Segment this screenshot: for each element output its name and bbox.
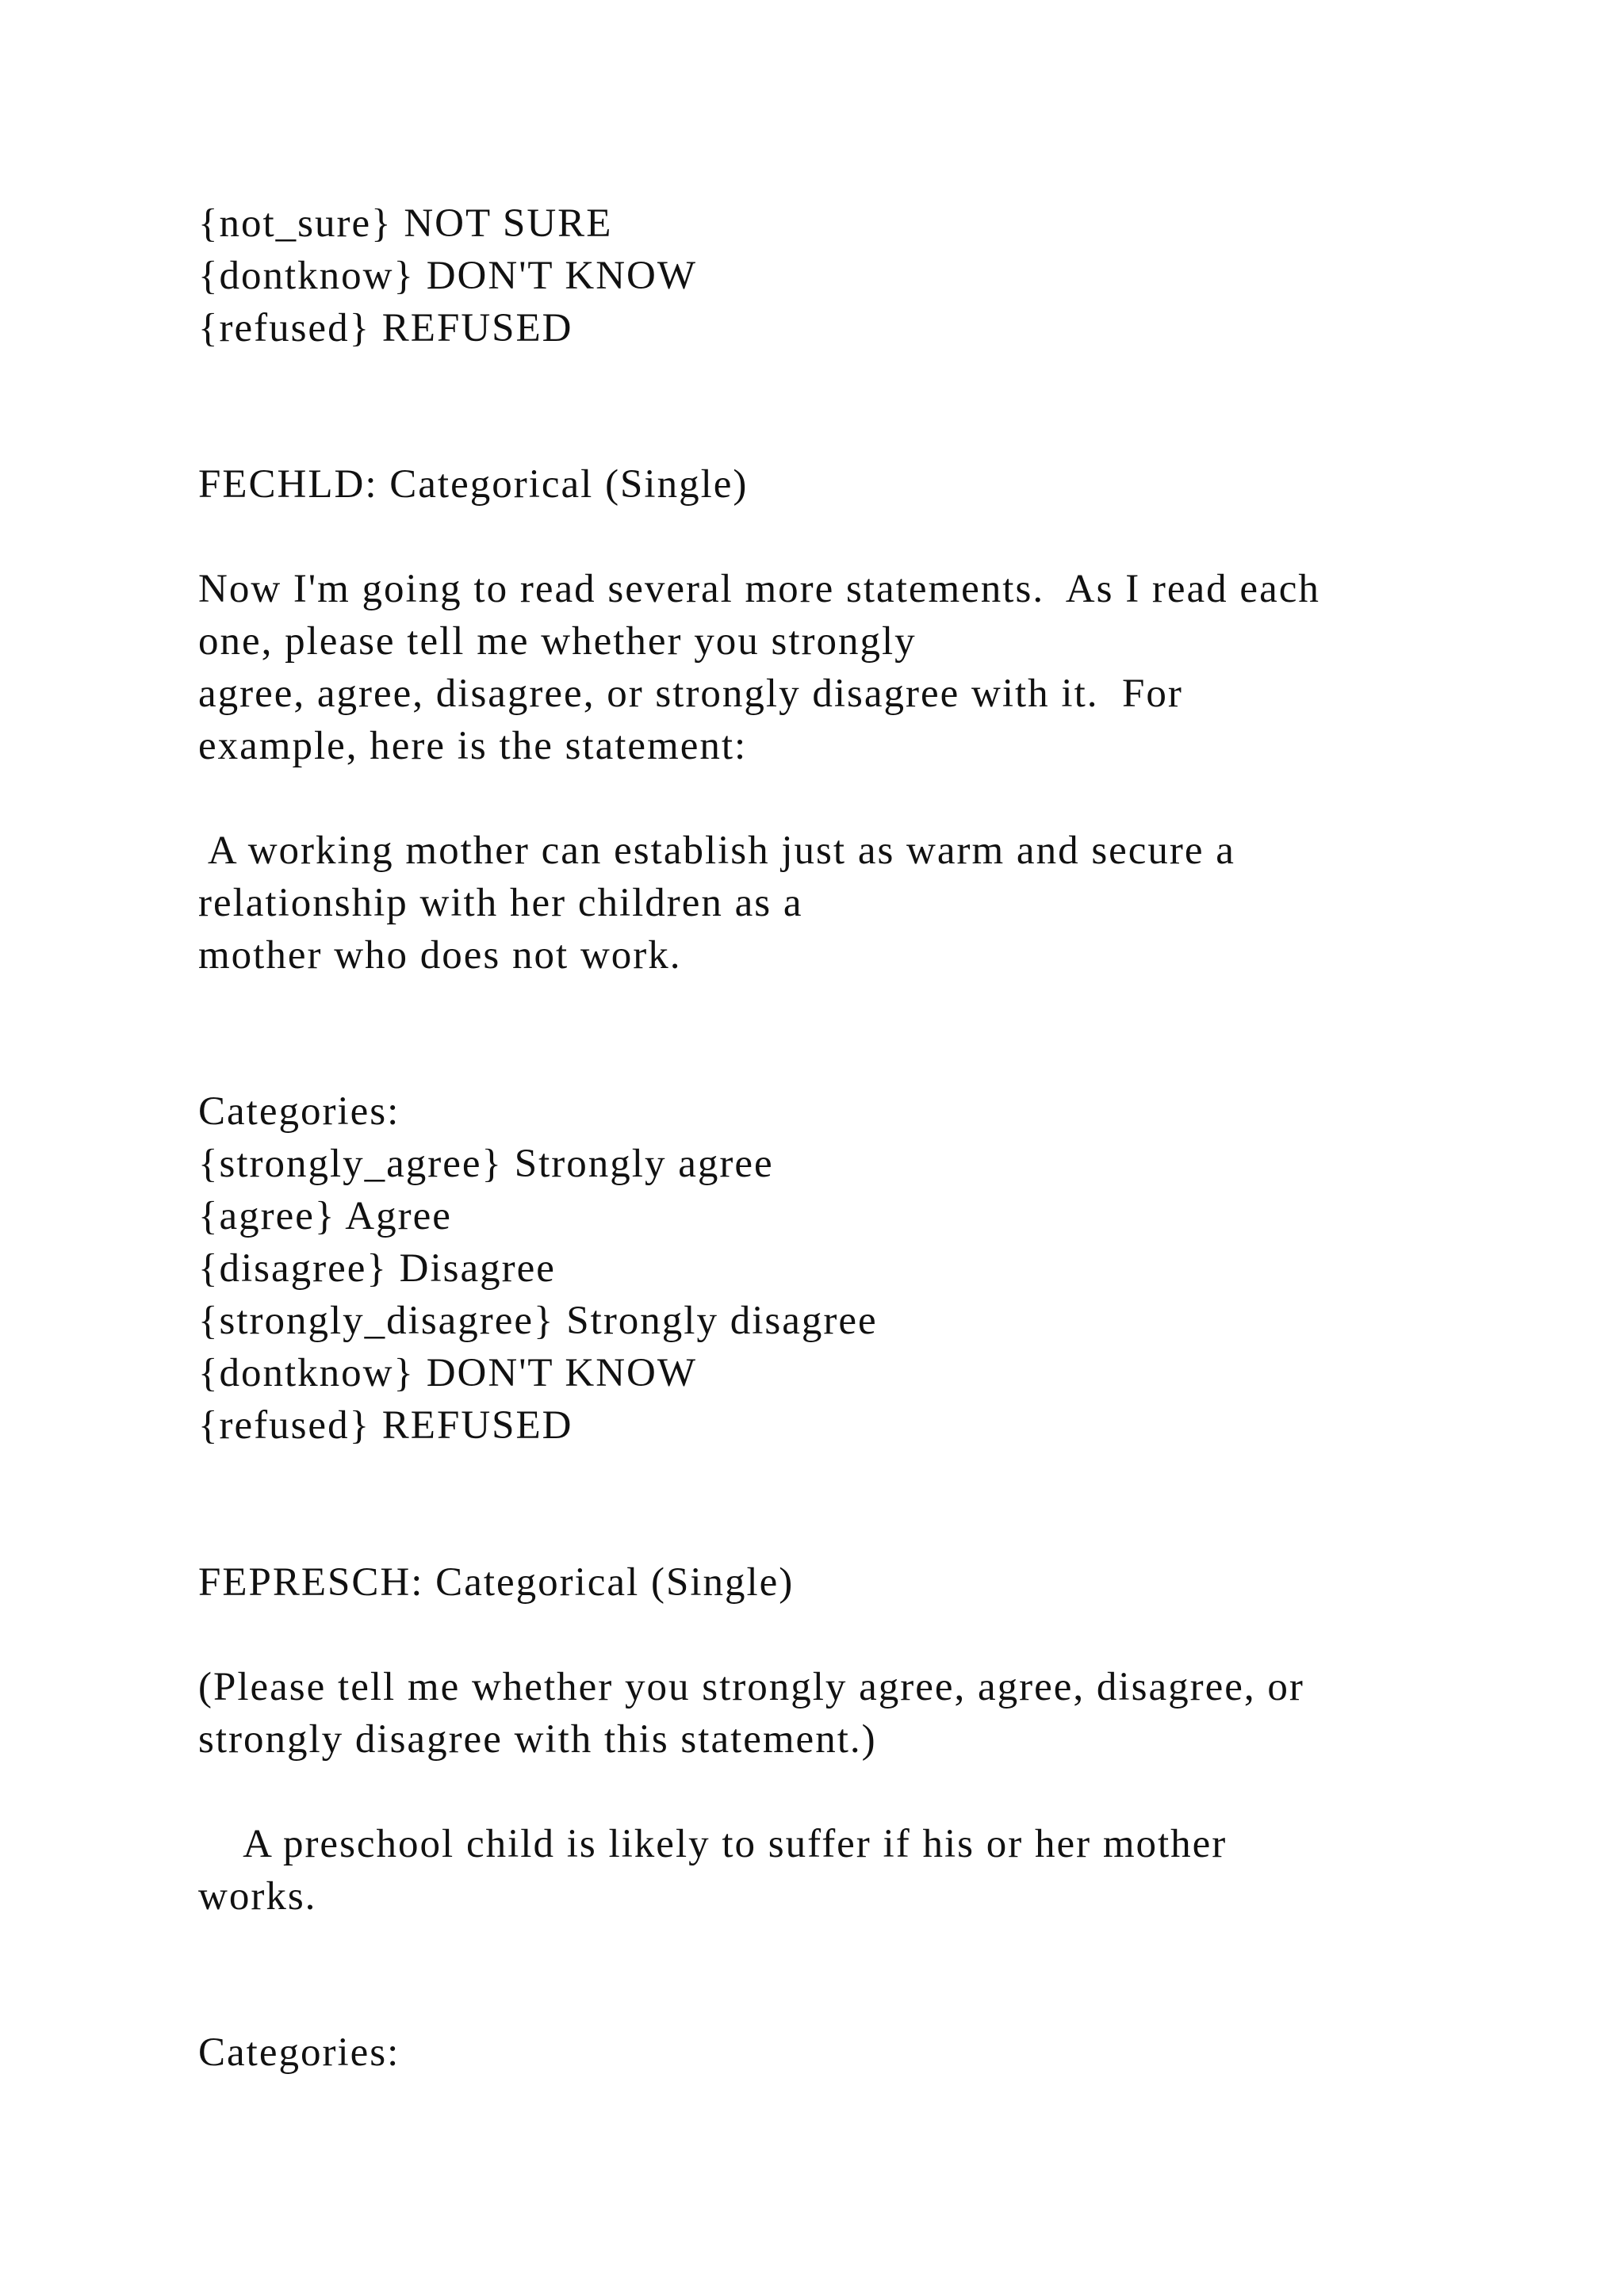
fechld-category: {agree} Agree	[198, 1194, 452, 1238]
fechld-category: {strongly_disagree} Strongly disagree	[198, 1299, 878, 1343]
fechld-category: {dontknow} DON'T KNOW	[198, 1351, 697, 1395]
category-not-sure: {not_sure} NOT SURE	[198, 201, 613, 246]
fechld-intro-line: one, please tell me whether you strongly	[198, 619, 917, 664]
fechld-intro-line: example, here is the statement:	[198, 724, 748, 768]
fechld-intro-line: Now I'm going to read several more statements. As I read each	[198, 567, 1320, 611]
fepresch-statement-line: A preschool child is likely to suffer if his or her mother	[198, 1822, 1228, 1866]
fechld-categories-label: Categories:	[198, 1089, 400, 1134]
fechld-statement-line: mother who does not work.	[198, 933, 682, 978]
fechld-category: {disagree} Disagree	[198, 1246, 556, 1291]
fepresch-statement-line: works.	[198, 1874, 317, 1919]
fechld-statement-line: A working mother can establish just as warm and secure a	[198, 828, 1235, 873]
fechld-category: {refused} REFUSED	[198, 1403, 573, 1448]
fepresch-intro-line: (Please tell me whether you strongly agree, agree, disagree, or	[198, 1665, 1304, 1709]
category-dontknow: {dontknow} DON'T KNOW	[198, 254, 697, 298]
category-refused: {refused} REFUSED	[198, 306, 573, 350]
fepresch-header: FEPRESCH: Categorical (Single)	[198, 1560, 795, 1605]
fechld-header: FECHLD: Categorical (Single)	[198, 462, 749, 507]
fepresch-intro-line: strongly disagree with this statement.)	[198, 1717, 877, 1762]
fechld-statement-line: relationship with her children as a	[198, 881, 803, 925]
fepresch-categories-label: Categories:	[198, 2030, 400, 2075]
fechld-intro-line: agree, agree, disagree, or strongly disagree with it. For	[198, 672, 1183, 716]
fechld-category: {strongly_agree} Strongly agree	[198, 1142, 774, 1186]
